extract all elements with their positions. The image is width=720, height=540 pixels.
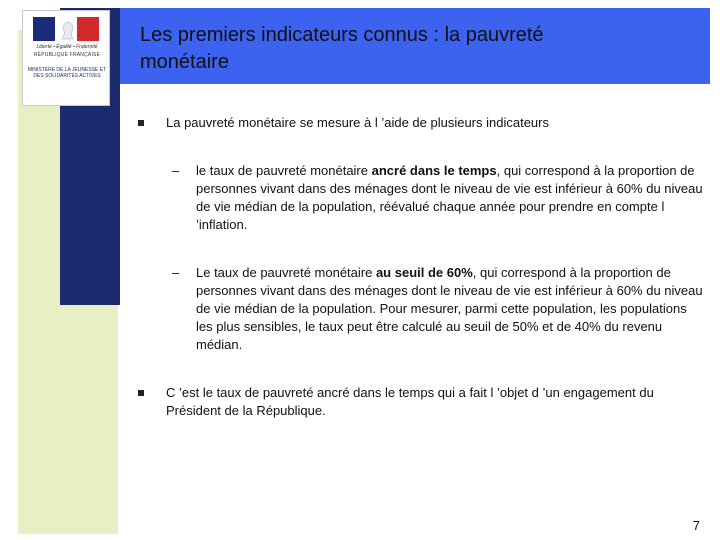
dash-marker: – [172, 163, 180, 178]
logo-ministry: MINISTÈRE DE LA JEUNESSE ET DES SOLIDARITÉS ACTIVES [27, 67, 107, 80]
page-number: 7 [692, 518, 700, 533]
flag-icon [33, 17, 99, 41]
title-line-1: Les premiers indicateurs connus : la pauvreté [140, 24, 544, 46]
sub-text-1-rest: , qui correspond à la proportion de personnes vivant dans des ménages dont le niveau de vie est inférieur à 60% du niveau de vie médian de la population, réévalué chaque année pour prendre en compte l ’inflation. [196, 163, 703, 232]
square-bullet-icon [138, 390, 144, 396]
sub-text-1-bold: ancré dans le temps [371, 163, 497, 178]
sub-text-2-rest: , qui correspond à la proportion de personnes vivant dans des ménages dont le niveau de vie est inférieur à 60% du niveau de vie médian de la population. Pour mesurer, parmi cette population, les populations les plus sensibles, le taux peut être calculé au seuil de 50% et de 40% du revenu médian. [196, 265, 703, 352]
bullet-text-1: La pauvreté monétaire se mesure à l ’aide de plusieurs indicateurs [166, 115, 549, 130]
bullet-item-1 [138, 114, 704, 132]
slide-title [140, 22, 660, 76]
sub-item-1 [138, 162, 704, 234]
logo-republic: RÉPUBLIQUE FRANÇAISE [33, 52, 101, 58]
ministry-logo [22, 10, 110, 106]
sub-text-2-bold: au seuil de 60% [375, 265, 473, 280]
slide-content [138, 114, 704, 420]
dash-marker: – [172, 265, 180, 280]
sub-text-2-lead: Le taux de pauvreté monétaire [196, 265, 376, 280]
bullet-text-2: C ’est le taux de pauvreté ancré dans le temps qui a fait l ’objet d ’un engagement du Président de la République. [166, 385, 654, 418]
bullet-item-2 [138, 384, 704, 420]
title-line-2: monétaire [140, 51, 229, 73]
marianne-icon [59, 21, 77, 41]
logo-motto: Liberté • Égalité • Fraternité [36, 44, 98, 50]
sub-item-2 [138, 264, 704, 354]
sub-text-1-lead: le taux de pauvreté monétaire [196, 163, 372, 178]
square-bullet-icon [138, 120, 144, 126]
